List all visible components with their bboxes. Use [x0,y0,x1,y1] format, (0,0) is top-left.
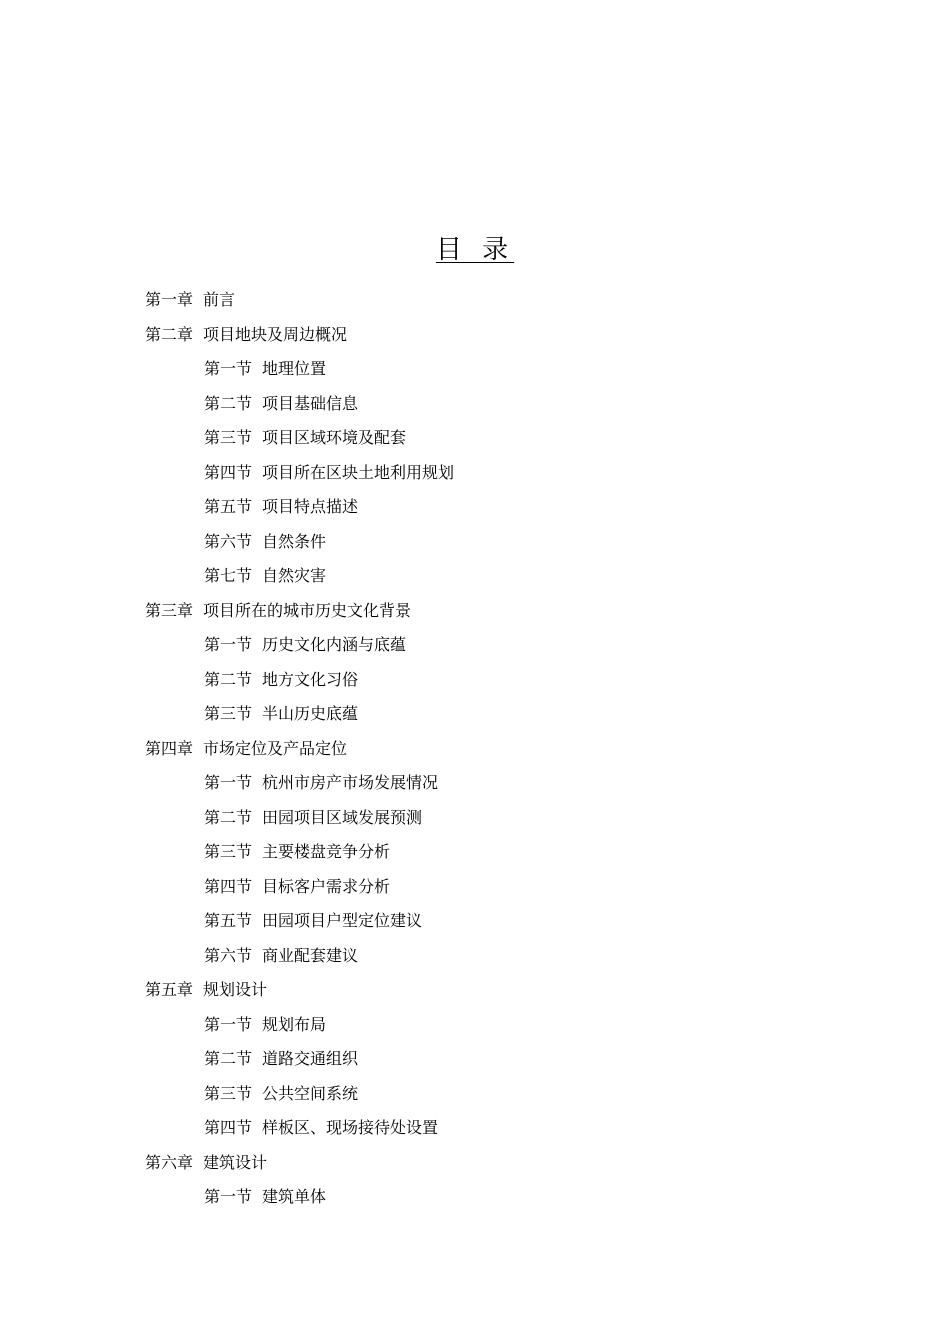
toc-entry-title: 建筑设计 [203,1152,268,1172]
toc-entry-number: 第四节 [204,876,253,896]
toc-entry-title: 规划布局 [262,1014,327,1034]
toc-entry-number: 第一节 [204,1014,253,1034]
toc-section-entry[interactable] [145,766,845,801]
toc-entry-title: 目标客户需求分析 [262,876,391,896]
toc-chapter-entry[interactable] [145,318,845,353]
toc-chapter-entry[interactable] [145,594,845,629]
toc-entry-number: 第三章 [145,600,194,620]
toc-section-entry[interactable] [145,663,845,698]
toc-entry-number: 第四章 [145,738,194,758]
toc-chapter-entry[interactable] [145,283,845,318]
toc-entry-title: 自然灾害 [262,566,327,585]
toc-entry-title: 项目基础信息 [262,393,359,413]
toc-chapter-entry[interactable] [145,973,845,1008]
toc-section-entry[interactable] [145,1180,845,1215]
toc-entry-title: 地理位置 [262,359,327,378]
toc-list [145,283,845,1215]
toc-entry-number: 第二节 [204,807,253,827]
toc-entry-title: 杭州市房产市场发展情况 [262,773,439,792]
toc-entry-title: 公共空间系统 [262,1083,359,1103]
toc-entry-number: 第六节 [204,945,253,965]
toc-section-entry[interactable] [145,490,845,525]
toc-section-entry[interactable] [145,628,845,663]
toc-entry-title: 道路交通组织 [262,1049,359,1068]
toc-section-entry[interactable] [145,1111,845,1146]
toc-entry-number: 第四节 [204,462,253,482]
toc-chapter-entry[interactable] [145,732,845,767]
toc-section-entry[interactable] [145,456,845,491]
toc-section-entry[interactable] [145,939,845,974]
toc-section-entry[interactable] [145,1077,845,1112]
toc-section-entry[interactable] [145,1008,845,1043]
toc-section-entry[interactable] [145,559,845,594]
toc-entry-title: 商业配套建议 [262,945,359,965]
toc-entry-number: 第一节 [204,773,253,792]
toc-section-entry[interactable] [145,387,845,422]
toc-section-entry[interactable] [145,697,845,732]
toc-entry-title: 建筑单体 [262,1187,327,1206]
toc-section-entry[interactable] [145,352,845,387]
toc-title [0,230,950,270]
toc-entry-title: 市场定位及产品定位 [203,738,348,758]
toc-section-entry[interactable] [145,835,845,870]
toc-entry-number: 第四节 [204,1118,253,1137]
toc-entry-number: 第一节 [204,1187,253,1206]
toc-entry-title: 历史文化内涵与底蕴 [262,635,407,654]
toc-entry-number: 第一章 [145,290,194,309]
toc-entry-number: 第六章 [145,1152,194,1172]
toc-entry-number: 第五章 [145,980,194,999]
toc-entry-title: 样板区、现场接待处设置 [262,1118,439,1137]
toc-section-entry[interactable] [145,1042,845,1077]
toc-entry-title: 规划设计 [203,980,268,999]
toc-title-text: 目 录 [435,235,515,265]
toc-section-entry[interactable] [145,801,845,836]
toc-entry-title: 半山历史底蕴 [262,704,359,723]
toc-entry-title: 自然条件 [262,531,327,551]
toc-entry-title: 主要楼盘竞争分析 [262,842,391,861]
toc-entry-number: 第六节 [204,531,253,551]
toc-entry-number: 第二节 [204,393,253,413]
toc-entry-number: 第三节 [204,704,253,723]
toc-entry-number: 第七节 [204,566,253,585]
toc-section-entry[interactable] [145,904,845,939]
toc-entry-number: 第二章 [145,324,194,344]
toc-section-entry[interactable] [145,525,845,560]
toc-entry-title: 项目特点描述 [262,497,359,516]
toc-entry-number: 第一节 [204,359,253,378]
toc-entry-number: 第三节 [204,1083,253,1103]
toc-chapter-entry[interactable] [145,1146,845,1181]
toc-entry-number: 第二节 [204,1049,253,1068]
toc-entry-title: 地方文化习俗 [262,669,359,689]
toc-entry-title: 项目所在的城市历史文化背景 [203,600,412,620]
toc-entry-number: 第五节 [204,911,253,930]
toc-entry-title: 项目所在区块土地利用规划 [262,462,455,482]
toc-entry-title: 田园项目区域发展预测 [262,807,423,827]
toc-entry-number: 第三节 [204,428,253,447]
toc-entry-number: 第五节 [204,497,253,516]
toc-entry-title: 项目地块及周边概况 [203,324,348,344]
toc-entry-number: 第三节 [204,842,253,861]
toc-section-entry[interactable] [145,870,845,905]
toc-entry-number: 第二节 [204,669,253,689]
toc-entry-number: 第一节 [204,635,253,654]
toc-entry-title: 项目区域环境及配套 [262,428,407,447]
toc-entry-title: 前言 [203,290,236,309]
toc-section-entry[interactable] [145,421,845,456]
toc-entry-title: 田园项目户型定位建议 [262,911,423,930]
